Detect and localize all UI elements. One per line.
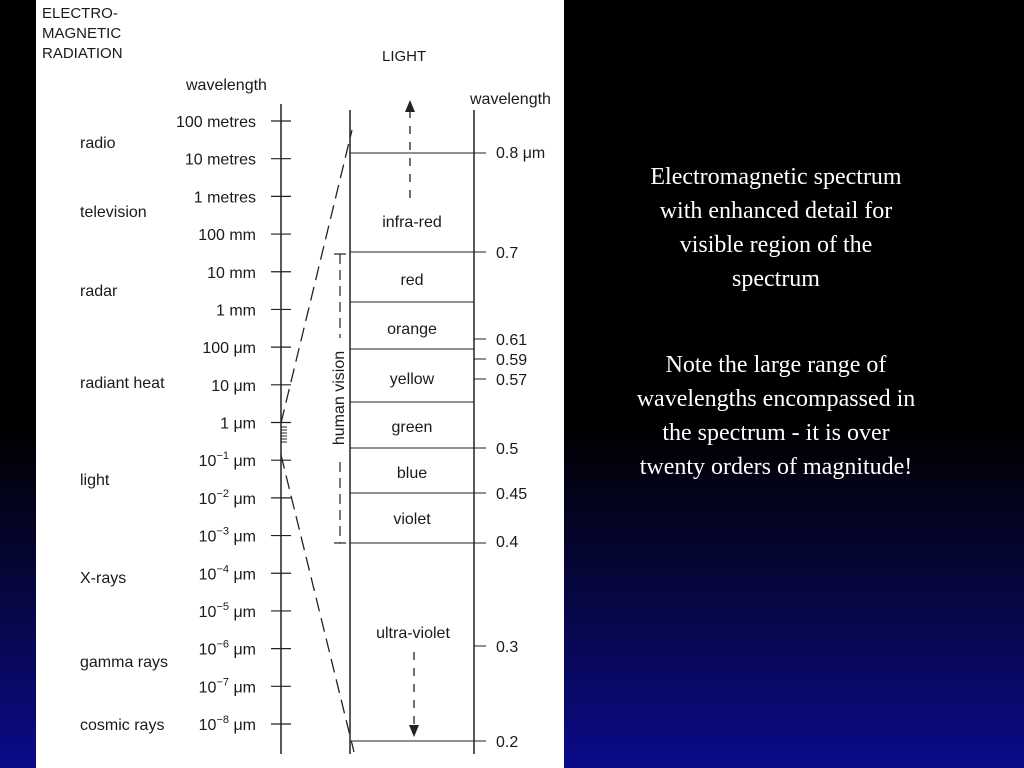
left-scale-label: $10^{-6}$ μm <box>198 638 256 659</box>
band-label-orange: orange <box>387 321 437 338</box>
left-scale-label: 1 μm <box>220 415 256 433</box>
right-scale-label-0.3: 0.3 <box>496 639 519 656</box>
human-vision-label: human vision <box>331 350 348 446</box>
right-scale-label-0.57: 0.57 <box>496 372 528 389</box>
left-scale-label: 10 μm <box>211 377 256 395</box>
right-scale-label-0.5: 0.5 <box>496 441 519 458</box>
radiation-label-television: television <box>80 204 147 221</box>
band-label-infra-red: infra-red <box>382 214 442 231</box>
zoom-line-lower <box>281 455 354 752</box>
right-scale-label-0.2: 0.2 <box>496 734 519 751</box>
left-wavelength-header: wavelength <box>186 77 267 94</box>
light-header: LIGHT <box>382 48 427 65</box>
left-scale-label: $10^{-2}$ μm <box>198 487 256 508</box>
radiation-label-radar: radar <box>80 283 118 300</box>
spectrum-diagram-panel <box>36 0 564 768</box>
visible-region-fine-ticks <box>281 427 287 442</box>
diagram-title-line-2: MAGNETIC <box>42 25 122 42</box>
caption-paragraph-1: Electromagnetic spectrum with enhanced detail for visible region of the spectrum <box>650 164 902 292</box>
spectrum-diagram <box>36 0 564 768</box>
left-scale-label: $10^{-4}$ μm <box>198 563 256 584</box>
right-scale-label-0.7: 0.7 <box>496 245 519 262</box>
band-label-blue: blue <box>396 465 428 482</box>
left-scale-label: 100 metres <box>175 114 256 131</box>
caption-paragraph-2: Note the large range of wavelengths encompassed in the spectrum - it is over twenty orders of magnitude! <box>636 352 916 480</box>
radiation-label-x-rays: X-rays <box>80 570 127 587</box>
right-scale-label-0.59: 0.59 <box>496 352 528 369</box>
right-scale-label-0.61: 0.61 <box>496 332 528 349</box>
right-scale-label-0.4: 0.4 <box>496 534 519 551</box>
radiation-label-light: light <box>80 472 110 489</box>
left-scale-label: $10^{-3}$ μm <box>198 525 256 546</box>
left-scale-label: $10^{-7}$ μm <box>198 676 256 697</box>
left-scale-label: 10 mm <box>207 264 256 282</box>
band-label-red: red <box>400 272 424 289</box>
band-label-yellow: yellow <box>389 371 435 388</box>
right-scale-label-0.8: 0.8 μm <box>496 145 546 162</box>
left-scale-label: $10^{-1}$ μm <box>198 450 256 471</box>
left-scale-label: 100 mm <box>198 227 256 245</box>
radiation-label-radio: radio <box>80 135 116 152</box>
band-label-violet: violet <box>393 511 431 528</box>
radiation-label-radiant-heat: radiant heat <box>80 375 165 392</box>
left-scale-label: $10^{-8}$ μm <box>198 714 256 734</box>
right-scale-label-0.45: 0.45 <box>496 486 528 503</box>
left-scale-label: $10^{-5}$ μm <box>198 600 256 621</box>
band-label-ultra-violet: ultra-violet <box>376 625 450 642</box>
right-wavelength-header: wavelength <box>470 91 551 108</box>
radiation-label-cosmic-rays: cosmic rays <box>80 717 165 734</box>
slide-caption <box>636 160 916 484</box>
radiation-label-gamma-rays: gamma rays <box>80 654 169 671</box>
band-boundaries <box>350 153 486 741</box>
diagram-title-line-3: RADIATION <box>42 45 123 62</box>
ultra-violet-arrow-head <box>409 725 419 737</box>
diagram-title-line-1: ELECTRO- <box>42 5 118 22</box>
left-scale-label: 1 metres <box>193 189 256 207</box>
left-scale-label: 1 mm <box>216 302 256 320</box>
left-scale-label: 100 μm <box>202 340 256 358</box>
band-label-green: green <box>391 419 433 436</box>
left-scale-label: 10 metres <box>184 151 256 169</box>
infra-red-arrow-head <box>405 100 415 112</box>
